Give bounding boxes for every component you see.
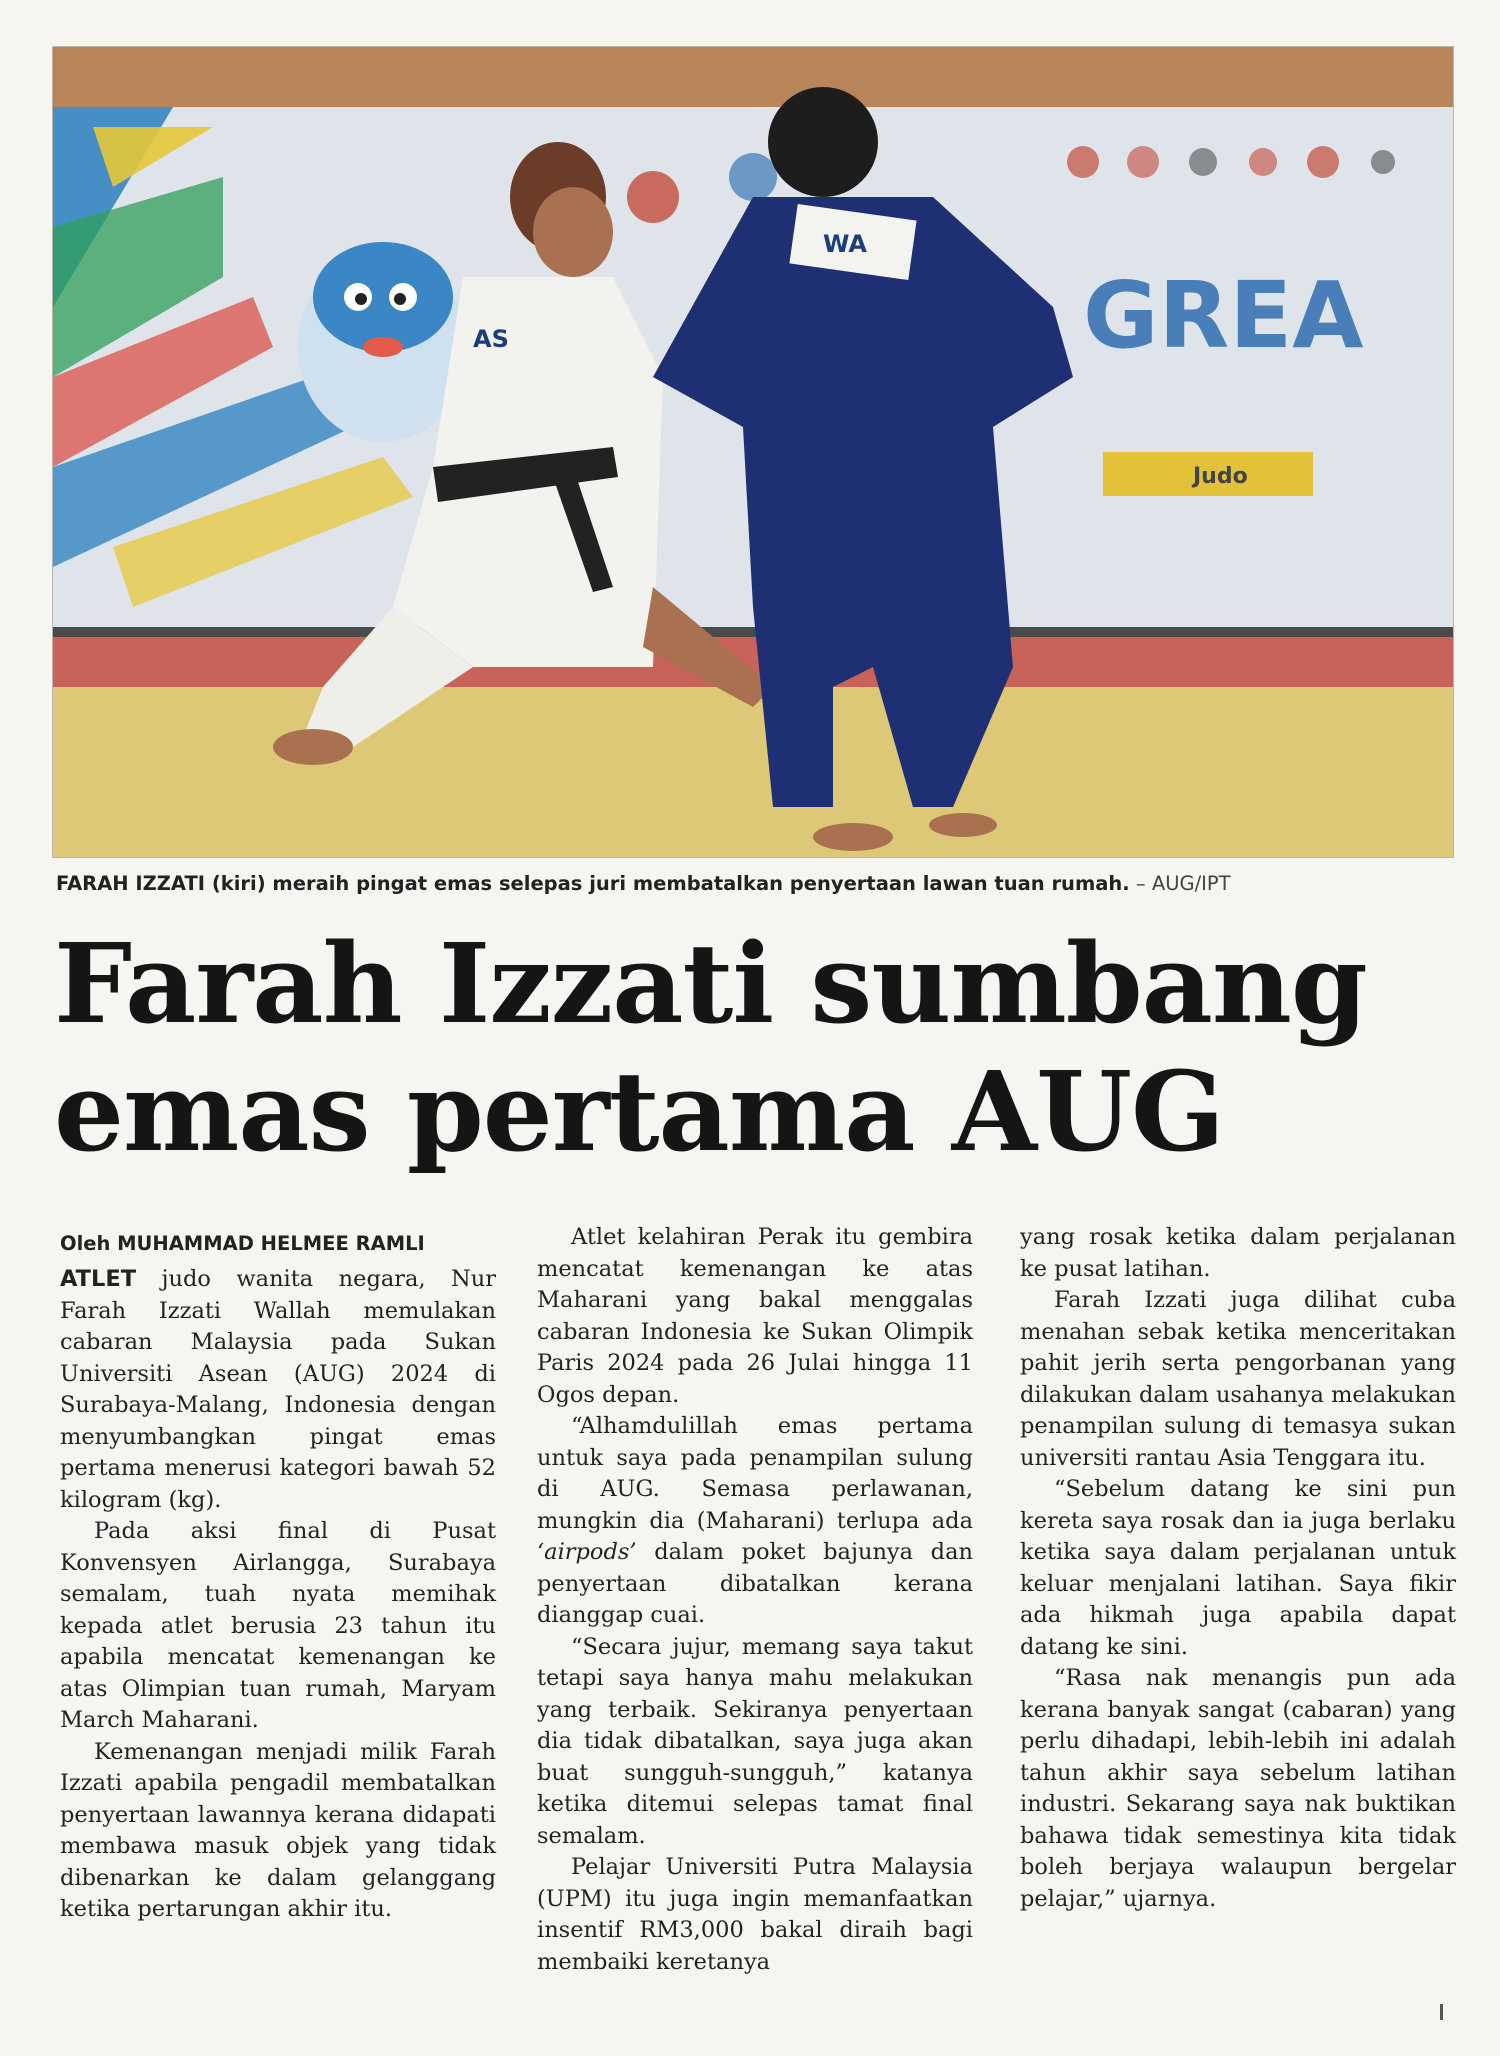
paragraph-1-text: judo wanita negara, Nur Farah Izzati Wallah memulakan cabaran Malaysia pada Sukan Universiti Asean (AUG) 2024 di Surabaya-Malang, Indonesia dengan menyumbangkan pingat emas pertama menerusi kategori bawah 52 kilogram (kg). bbox=[60, 1266, 496, 1513]
lead-word: ATLET bbox=[60, 1266, 137, 1292]
byline: Oleh MUHAMMAD HELMEE RAMLI bbox=[60, 1232, 425, 1255]
paragraph-10: “Sebelum datang ke sini pun kereta saya rosak dan ia juga berlaku ketika saya dalam perjalanan untuk keluar menjalani latihan. Saya fikir ada hikmah juga apabila dapat datang ke sini. bbox=[1020, 1476, 1456, 1660]
paragraph-6: “Secara jujur, memang saya takut tetapi saya hanya mahu melakukan yang terbaik. Sekiranya penyertaan dia tidak dibatalkan, saya juga akan buat sungguh-sungguh,” katanya ketika ditemui selepas tamat final semalam. bbox=[537, 1633, 973, 1849]
banner-text: GREA bbox=[1083, 262, 1364, 369]
article-column-2 bbox=[537, 1222, 973, 1978]
judo-match-photo bbox=[52, 46, 1454, 858]
paragraph-2: Pada aksi final di Pusat Konvensyen Airlangga, Surabaya semalam, tuah nyata memihak kepada atlet berusia 23 tahun itu apabila mencatat kemenangan ke atas Olimpian tuan rumah, Maryam March Maharani. bbox=[60, 1518, 496, 1733]
blue-gi-back-text: WA bbox=[823, 230, 867, 258]
end-mark bbox=[1440, 2004, 1443, 2020]
paragraph-5-italic: ‘airpods’ bbox=[537, 1539, 637, 1565]
headline bbox=[54, 920, 1454, 1176]
paragraph-5-text-a: “Alhamdulillah emas pertama untuk saya pada penampilan sulung di AUG. Semasa perlawanan, mungkin dia (Maharani) terlupa ada bbox=[537, 1413, 973, 1534]
headline-line-2: emas pertama AUG bbox=[54, 1047, 1224, 1176]
caption-text: FARAH IZZATI (kiri) meraih pingat emas selepas juri membatalkan penyertaan lawan tuan rumah. bbox=[56, 872, 1130, 895]
paragraph-4: Atlet kelahiran Perak itu gembira mencatat kemenangan ke atas Maharani yang bakal menggalas cabaran Indonesia ke Sukan Olimpik Paris 2024 pada 26 Julai hingga 11 Ogos depan. bbox=[537, 1224, 973, 1408]
article-column-1 bbox=[60, 1264, 496, 1926]
paragraph-1 bbox=[60, 1264, 496, 1516]
paragraph-3: Kemenangan menjadi milik Farah Izzati apabila pengadil membatalkan penyertaan lawannya kerana didapati membawa masuk objek yang tidak dibenarkan ke dalam gelanggang ketika pertarungan akhir itu. bbox=[60, 1738, 496, 1922]
photo-caption bbox=[56, 872, 1456, 895]
banner-sub-text: Judo bbox=[1193, 464, 1248, 489]
white-gi-back-text: AS bbox=[473, 325, 509, 353]
paragraph-7: Pelajar Universiti Putra Malaysia (UPM) itu juga ingin memanfaatkan insentif RM3,000 bakal diraih bagi membaiki keretanya bbox=[537, 1854, 973, 1975]
photo-credit: – AUG/IPT bbox=[1129, 872, 1231, 895]
paragraph-9: Farah Izzati juga dilihat cuba menahan sebak ketika menceritakan pahit jerih serta pengorbanan yang dilakukan dalam usahanya melakukan penampilan sulung di temasya sukan universiti rantau Asia Tenggara itu. bbox=[1020, 1287, 1456, 1471]
article-column-3 bbox=[1020, 1222, 1456, 1915]
upper-wall bbox=[53, 47, 1453, 117]
paragraph-5-text-b: dalam poket bajunya dan penyertaan dibatalkan kerana dianggap cuai. bbox=[537, 1539, 973, 1628]
headline-line-1: Farah Izzati sumbang bbox=[54, 919, 1367, 1048]
paragraph-8: yang rosak ketika dalam perjalanan ke pusat latihan. bbox=[1020, 1224, 1456, 1282]
photo-illustration bbox=[53, 47, 1453, 857]
paragraph-11: “Rasa nak menangis pun ada kerana banyak sangat (cabaran) yang perlu dihadapi, lebih-lebih ini adalah tahun akhir saya sebelum latihan industri. Sekarang saya nak buktikan bahawa tidak semestinya kita tidak boleh berjaya walaupun bergelar pelajar,” ujarnya. bbox=[1020, 1665, 1456, 1912]
paragraph-5 bbox=[537, 1411, 973, 1632]
